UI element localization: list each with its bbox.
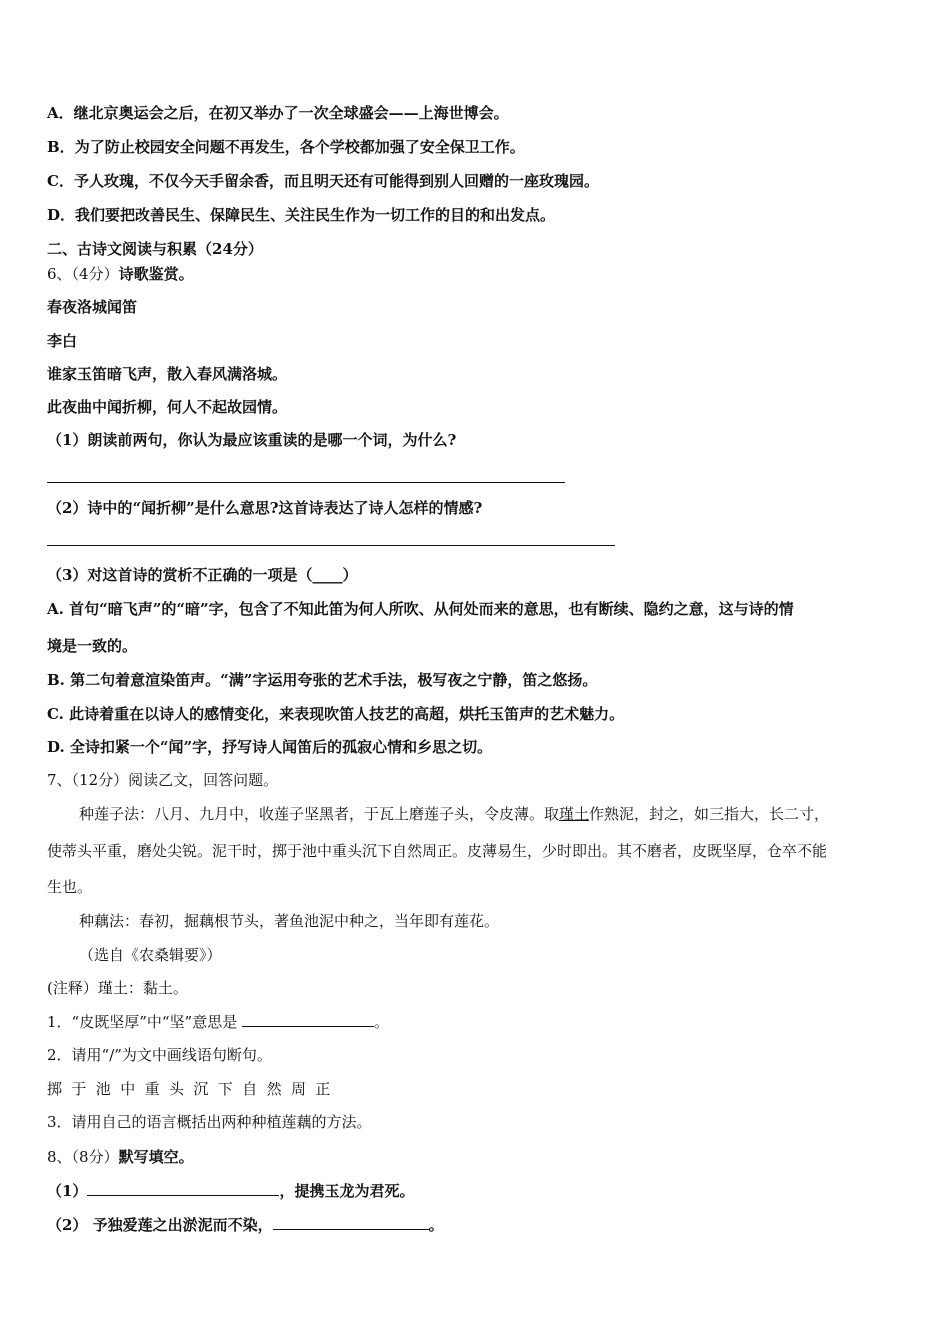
passage-para-1-line-3: 生也。: [47, 878, 93, 896]
q8-sub-1: （1） ，提携玉龙为君死。: [47, 1182, 415, 1200]
fill-blank[interactable]: [273, 1215, 429, 1230]
fill-blank[interactable]: [242, 1012, 374, 1027]
q7-sub-3: 3．请用自己的语言概括出两种种植莲藕的方法。: [47, 1113, 372, 1131]
answer-line-2[interactable]: [47, 545, 615, 546]
passage-source: （选自《农桑辑要》）: [79, 946, 222, 964]
q7-sub-2-sentence: 掷于池中重头沉下自然周正: [47, 1080, 340, 1098]
option-5c: C．予人玫瑰，不仅今天手留余香，而且明天还有可能得到别人回赠的一座玫瑰园。: [47, 172, 599, 190]
q6-option-d: D. 全诗扣紧一个“闻”字，抒写诗人闻笛后的孤寂心情和乡思之切。: [47, 738, 493, 756]
q7-sub-1: 1．“皮既坚厚”中“坚”意思是 。: [47, 1013, 390, 1031]
option-5a: A．继北京奥运会之后，在初又举办了一次全球盛会——上海世博会。: [47, 104, 509, 122]
poem-line-2: 此夜曲中闻折柳，何人不起故园情。: [47, 398, 288, 416]
q6-option-a: A. 首句“暗飞声”的“暗”字，包含了不知此笛为何人所吹、从何处而来的意思，也有断续、隐约之意，这与诗的情: [47, 600, 794, 618]
passage-para-1-line-2: 使蒂头平重，磨处尖锐。泥干时，掷于池中重头沉下自然周正。皮薄易生，少时即出。其不磨者，皮既坚厚，仓卒不能: [47, 842, 828, 860]
q6-sub-3: （3）对这首诗的赏析不正确的一项是（____）: [47, 566, 358, 584]
poem-title: 春夜洛城闻笛: [47, 298, 138, 316]
poem-author: 李白: [47, 332, 78, 350]
q6-sub-2: （2）诗中的“闻折柳”是什么意思?这首诗表达了诗人怎样的情感?: [47, 499, 483, 517]
answer-line-1[interactable]: [47, 482, 565, 483]
poem-line-1: 谁家玉笛暗飞声，散入春风满洛城。: [47, 365, 288, 383]
question-8-heading: 8、（8分）默写填空。: [47, 1148, 194, 1166]
passage-note: (注释）瑾土：黏土。: [47, 979, 188, 997]
section-heading: 二、古诗文阅读与积累（24分）: [47, 240, 263, 258]
question-6-heading: 6、（4分）诗歌鉴赏。: [47, 265, 194, 283]
option-5d: D．我们要把改善民生、保障民生、关注民生作为一切工作的目的和出发点。: [47, 206, 556, 224]
q7-sub-2: 2．请用“/”为文中画线语句断句。: [47, 1046, 272, 1064]
q6-option-b: B. 第二句着意渲染笛声。“满”字运用夸张的艺术手法，极写夜之宁静，笛之悠扬。: [47, 671, 598, 689]
q6-option-c: C. 此诗着重在以诗人的感情变化，来表现吹笛人技艺的高超，烘托玉笛声的艺术魅力。: [47, 705, 625, 723]
q6-option-a-cont: 境是一致的。: [47, 637, 138, 655]
option-5b: B．为了防止校园安全问题不再发生，各个学校都加强了安全保卫工作。: [47, 138, 525, 156]
question-7-heading: 7、（12分）阅读乙文，回答问题。: [47, 771, 279, 789]
q6-sub-1: （1）朗读前两句，你认为最应该重读的是哪一个词，为什么?: [47, 431, 457, 449]
fill-blank[interactable]: [87, 1181, 279, 1196]
passage-para-2: 种藕法：春初，掘藕根节头，著鱼池泥中种之，当年即有莲花。: [79, 912, 500, 930]
passage-para-1-line-1: 种莲子法：八月、九月中，收莲子坚黑者，于瓦上磨莲子头，令皮薄。取瑾土作熟泥，封之，如三指大，长二寸，: [79, 805, 830, 823]
q8-sub-2: （2） 予独爱莲之出淤泥而不染， 。: [47, 1216, 444, 1234]
